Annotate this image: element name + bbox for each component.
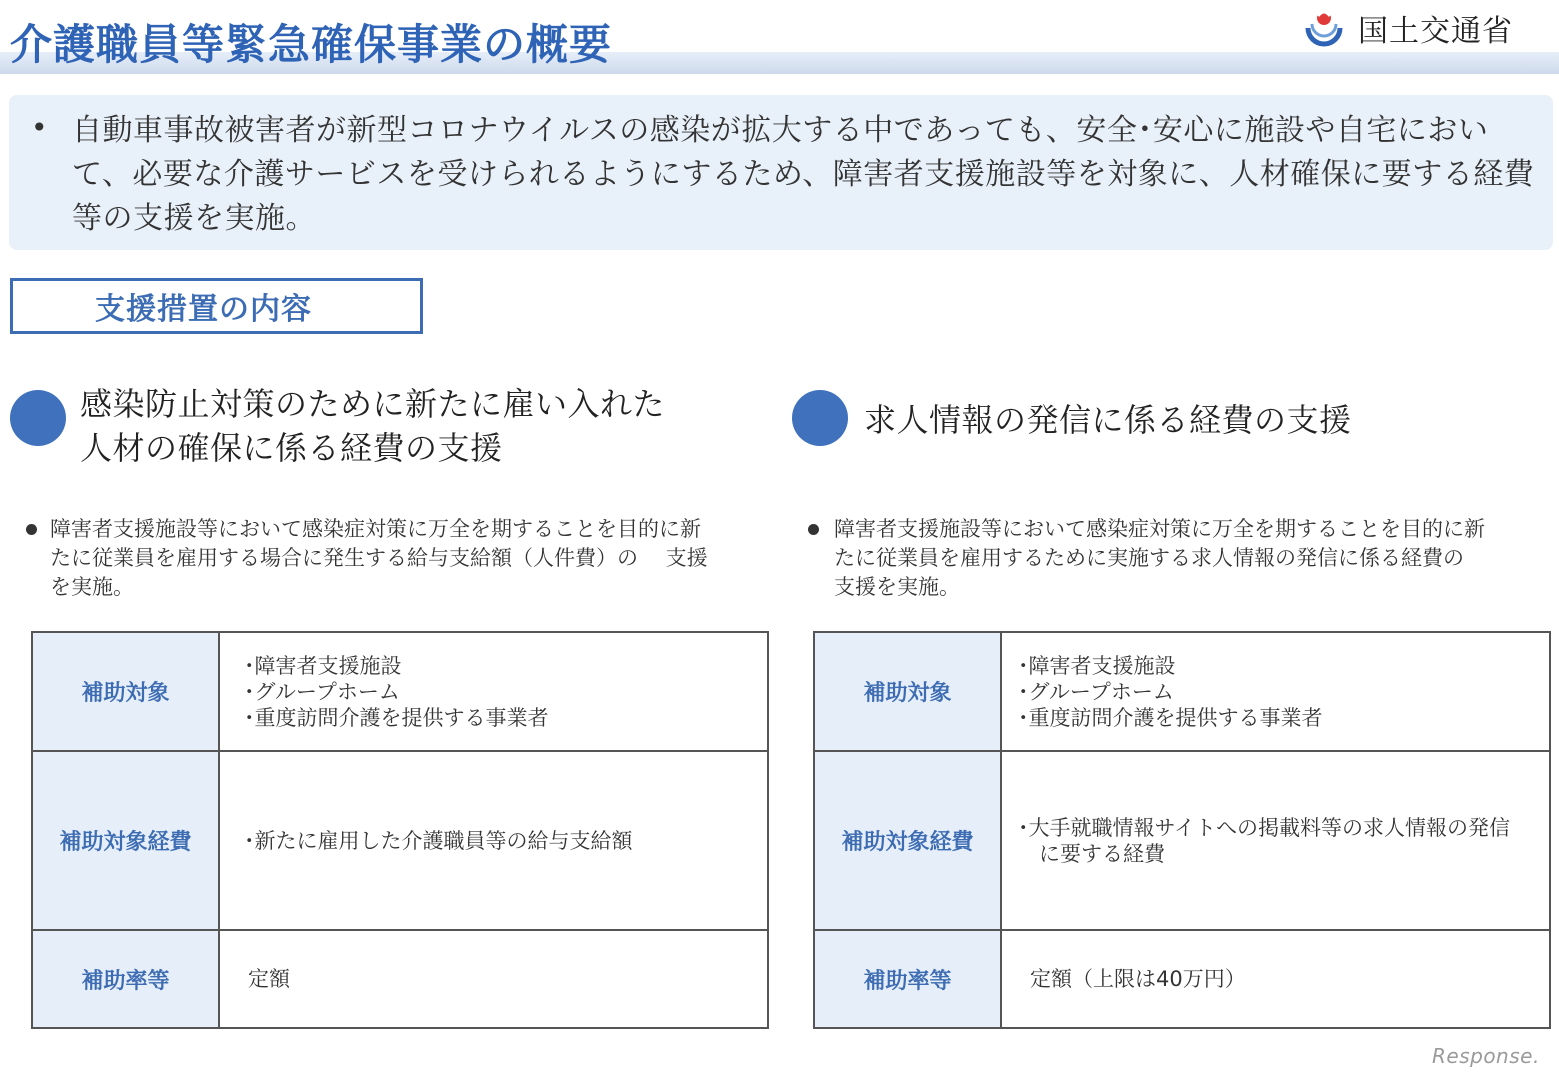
left-info-table — [31, 631, 769, 1029]
intro-box — [9, 95, 1553, 250]
table-label: 補助対象経費 — [814, 751, 1001, 930]
table-value-line: 定額 — [248, 967, 290, 991]
left-desc-line3: を実施。 — [50, 575, 134, 599]
table-value-line: ･新たに雇用した介護職員等の給与支給額 — [244, 828, 633, 853]
table-value — [1001, 751, 1550, 930]
right-desc-bullet-icon — [808, 524, 819, 535]
right-heading-dot-icon — [792, 390, 848, 446]
table-row — [32, 632, 768, 751]
table-value-line: ･重度訪問介護を提供する事業者 — [244, 705, 549, 730]
table-value — [219, 751, 768, 930]
table-label: 補助率等 — [32, 930, 219, 1028]
table-value — [1001, 930, 1550, 1028]
table-row — [814, 751, 1550, 930]
left-desc-line2: たに従業員を雇用する場合に発生する給与支給額（人件費）の 支援 — [50, 546, 708, 570]
right-info-table — [813, 631, 1551, 1029]
intro-text: 自動車事故被害者が新型コロナウイルスの感染が拡大する中であっても、安全･安心に施設や自宅において、必要な介護サービスを受けられるようにするため、障害者支援施設等を対象に、人材確保に要する経費等の支援を実施。 — [72, 113, 1535, 236]
left-heading — [80, 382, 665, 470]
left-heading-line1: 感染防止対策のために新たに雇い入れた — [80, 385, 666, 423]
watermark-logo: Response. — [1432, 1044, 1540, 1068]
table-value-line: ･大手就職情報サイトへの掲載料等の求人情報の発信 — [1018, 815, 1511, 840]
table-label: 補助対象経費 — [32, 751, 219, 930]
right-description — [834, 515, 1554, 602]
table-row — [814, 930, 1550, 1028]
table-row — [32, 751, 768, 930]
table-value — [219, 632, 768, 751]
right-desc-line1: 障害者支援施設等において感染症対策に万全を期することを目的に新 — [834, 517, 1485, 541]
section-label: 支援措置の内容 — [10, 278, 423, 334]
right-desc-line2: たに従業員を雇用するために実施する求人情報の発信に係る経費の — [834, 546, 1464, 570]
table-label: 補助対象 — [814, 632, 1001, 751]
left-heading-dot-icon — [10, 390, 66, 446]
table-value-line: ･障害者支援施設 — [1018, 653, 1176, 678]
table-value-line: ･グループホーム — [1018, 679, 1174, 704]
right-heading: 求人情報の発信に係る経費の支援 — [864, 401, 1352, 439]
intro-bullet: • — [31, 111, 48, 144]
ministry-branding — [1302, 6, 1513, 50]
table-value-line: ･グループホーム — [244, 679, 400, 704]
table-row — [814, 632, 1550, 751]
left-description — [50, 515, 770, 602]
table-value — [219, 930, 768, 1028]
left-desc-bullet-icon — [26, 524, 37, 535]
table-row — [32, 930, 768, 1028]
ministry-name: 国土交通省 — [1358, 14, 1513, 49]
table-value-line: ･障害者支援施設 — [244, 653, 402, 678]
header-band-line — [0, 74, 1559, 77]
table-label: 補助対象 — [32, 632, 219, 751]
table-label: 補助率等 — [814, 930, 1001, 1028]
table-value-line: に要する経費 — [1018, 841, 1165, 866]
right-desc-line3: 支援を実施。 — [834, 575, 960, 599]
page-title: 介護職員等緊急確保事業の概要 — [10, 20, 613, 69]
table-value-line: ･重度訪問介護を提供する事業者 — [1018, 705, 1323, 730]
ministry-logo-icon — [1302, 6, 1346, 50]
table-value — [1001, 632, 1550, 751]
table-value-line: 定額（上限は40万円） — [1030, 967, 1246, 991]
left-heading-line2: 人材の確保に係る経費の支援 — [80, 429, 503, 467]
left-desc-line1: 障害者支援施設等において感染症対策に万全を期することを目的に新 — [50, 517, 701, 541]
